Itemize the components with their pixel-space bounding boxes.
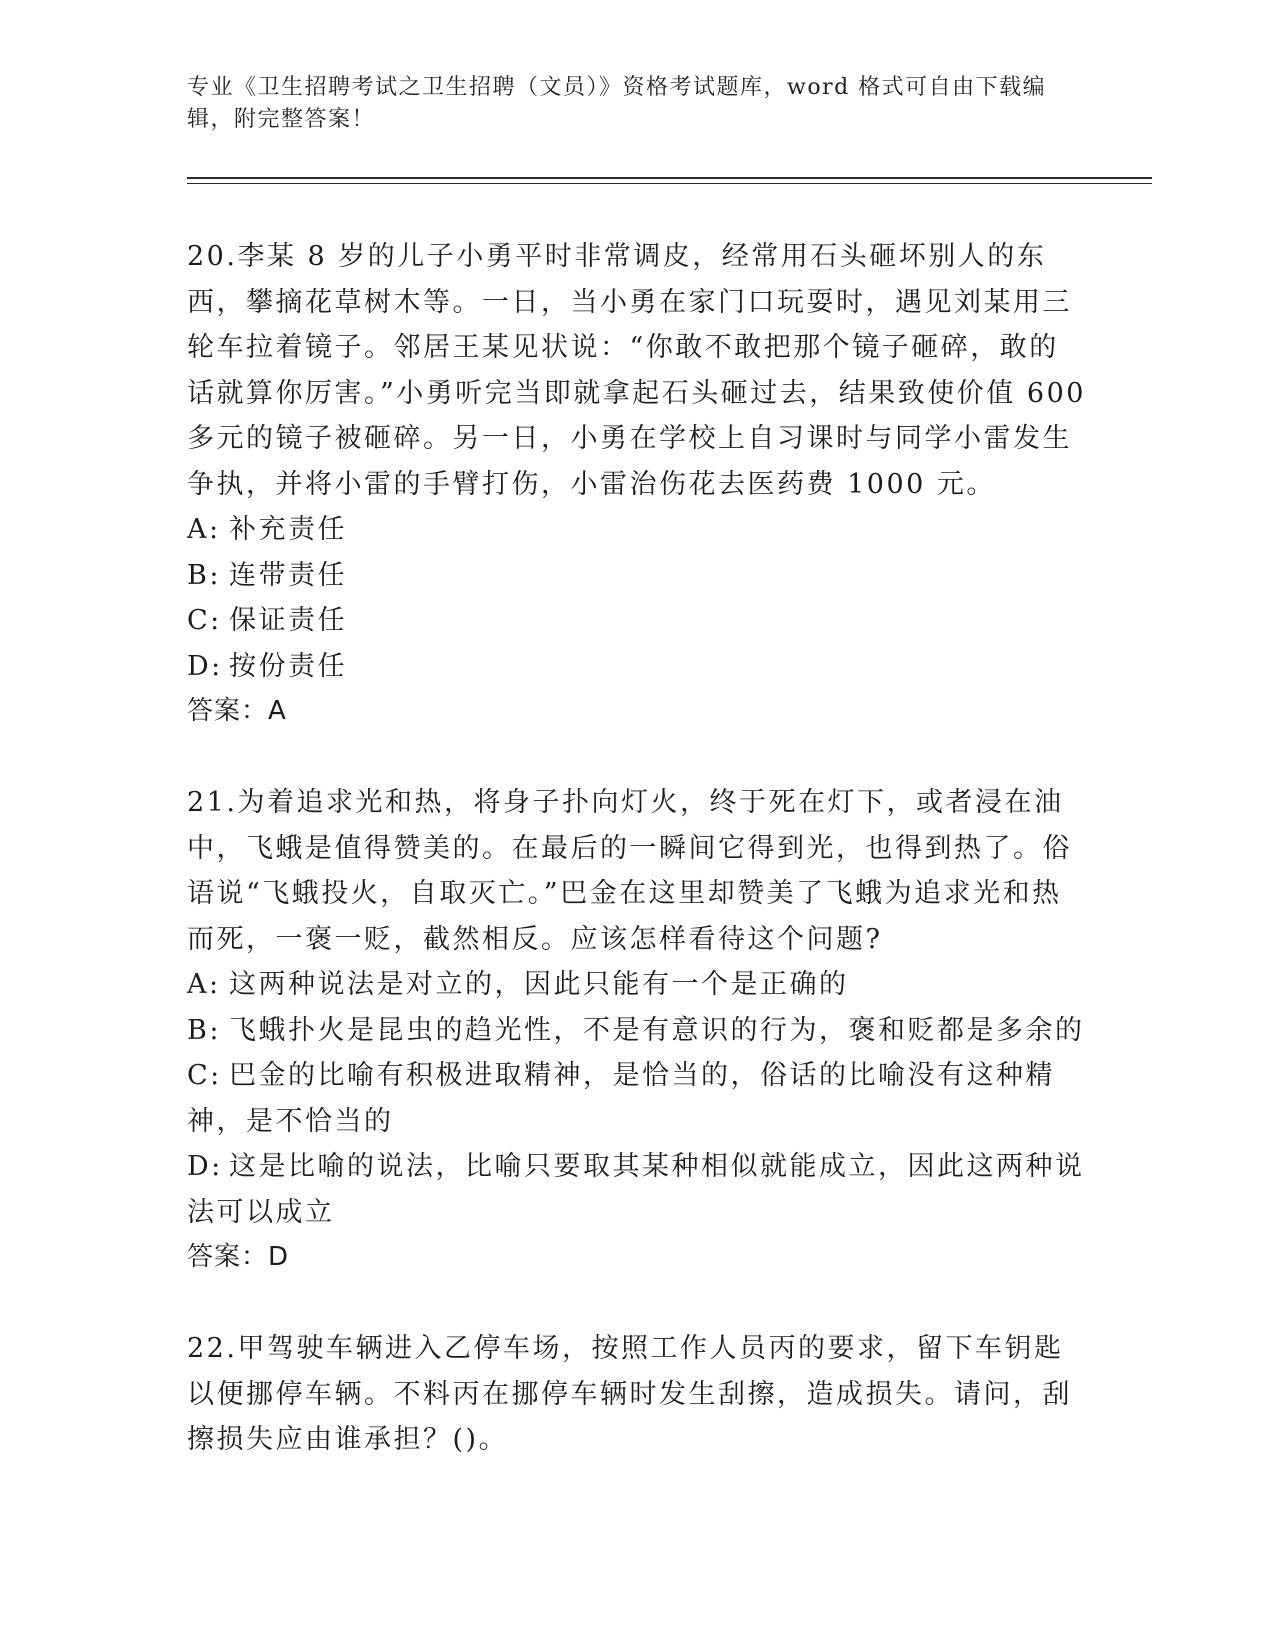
question-stem [187, 1326, 1087, 1463]
option-text: 按份责任 [229, 650, 347, 682]
option-text: 巴金的比喻有积极进取精神，是恰当的，俗话的比喻没有这种精神，是不恰当的 [187, 1060, 1055, 1137]
option-text: 补充责任 [229, 514, 347, 545]
answer-value: D [268, 1242, 290, 1272]
question-22 [187, 1326, 1087, 1463]
header-divider [187, 177, 1152, 179]
option-letter: A: [187, 514, 221, 545]
option-letter: B: [187, 1014, 221, 1046]
document-header [187, 72, 1067, 136]
answer-line [187, 1235, 1087, 1281]
option-text: 这是比喻的说法，比喻只要取其某种相似就能成立，因此这两种说法可以成立 [187, 1151, 1085, 1228]
option-text: 这两种说法是对立的，因此只能有一个是正确的 [229, 969, 849, 1000]
answer-value: A [268, 696, 287, 726]
question-21 [187, 780, 1087, 1281]
question-text: 为着追求光和热，将身子扑向灯火，终于死在灯下，或者浸在油中，飞蛾是值得赞美的。在最后的一瞬间它得到光，也得到热了。俗语说“飞蛾投火，自取灭亡。”巴金在这里却赞美了飞蛾为追求光和热而死，一褒一贬，截然相反。应该怎样看待这个问题? [187, 787, 1072, 955]
question-number: 20. [187, 241, 238, 272]
option-c [187, 1053, 1087, 1144]
option-letter: C: [187, 1060, 222, 1091]
option-b [187, 1008, 1087, 1054]
question-20 [187, 234, 1087, 735]
option-text: 连带责任 [229, 559, 347, 591]
option-c [187, 598, 1087, 644]
answer-line [187, 689, 1087, 735]
answer-label: 答案： [187, 696, 269, 726]
option-text: 保证责任 [229, 605, 347, 636]
option-letter: B: [187, 559, 221, 591]
option-a [187, 507, 1087, 553]
option-b [187, 553, 1087, 599]
question-stem [187, 780, 1087, 962]
option-a [187, 962, 1087, 1008]
question-stem [187, 234, 1087, 507]
header-text: 专业《卫生招聘考试之卫生招聘（文员）》资格考试题库，word 格式可自由下载编辑，附完整答案！ [187, 75, 1047, 132]
option-text: 飞蛾扑火是昆虫的趋光性，不是有意识的行为，褒和贬都是多余的 [229, 1014, 1085, 1046]
question-text: 甲驾驶车辆进入乙停车场，按照工作人员丙的要求，留下车钥匙以便挪停车辆。不料丙在挪停车辆时发生刮擦，造成损失。请问，刮擦损失应由谁承担？()。 [187, 1333, 1072, 1455]
question-text: 李某 8 岁的儿子小勇平时非常调皮，经常用石头砸坏别人的东西，攀摘花草树木等。一日，当小勇在家门口玩耍时，遇见刘某用三轮车拉着镜子。邻居王某见状说：“你敢不敢把那个镜子砸碎，敢的话就算你厉害。”小勇听完当即就拿起石头砸过去，结果致使价值 600 多元的镜子被砸碎。另一日，小勇在学校上自习课时与同学小雷发生争执，并将小雷的手臂打伤，小雷治伤花去医药费 1000 元。 [187, 241, 1086, 500]
question-number: 21. [187, 787, 238, 818]
option-d [187, 1144, 1087, 1235]
answer-label: 答案： [187, 1242, 269, 1272]
option-letter: A: [187, 969, 221, 1000]
option-d [187, 644, 1087, 690]
header-divider-thin [187, 183, 1152, 184]
option-letter: C: [187, 605, 222, 636]
option-letter: D: [187, 1151, 223, 1182]
option-letter: D: [187, 650, 223, 682]
question-number: 22. [187, 1333, 238, 1364]
